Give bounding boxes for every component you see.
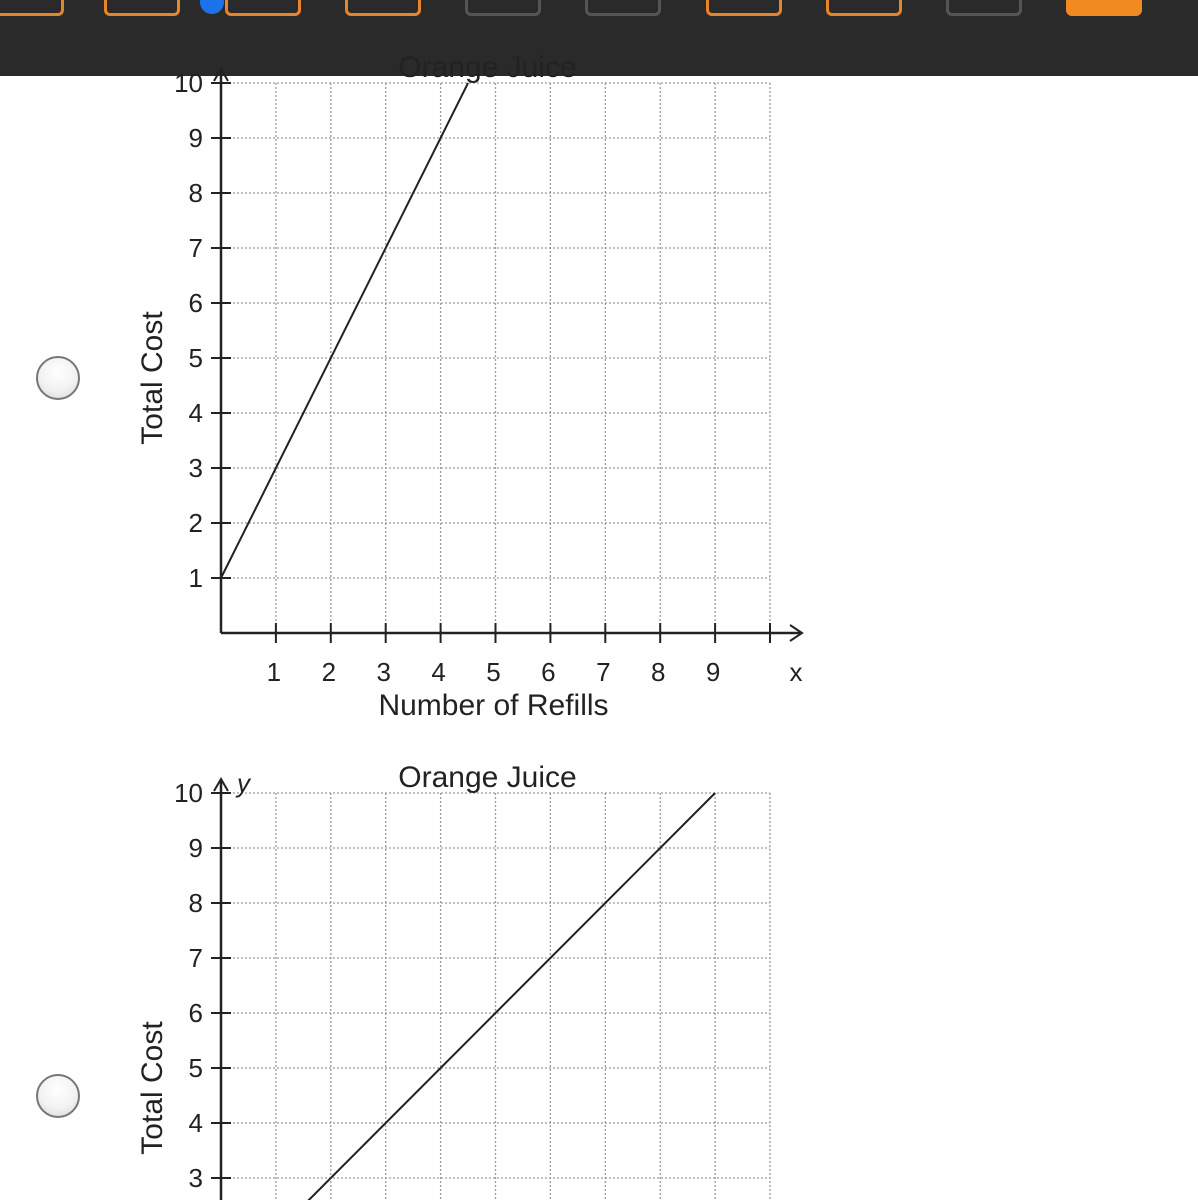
y-tick-label: 9: [188, 833, 203, 863]
x-tick-label: 1: [266, 657, 282, 687]
y-tick-label: 6: [188, 998, 203, 1028]
series-line: [221, 83, 468, 578]
y-tick-label: 7: [188, 943, 203, 973]
y-tick-label: 8: [188, 888, 203, 918]
x-tick-label: 2: [321, 657, 337, 687]
y-tick-label: 10: [174, 778, 203, 808]
question-button-2[interactable]: [104, 0, 180, 16]
question-button-8[interactable]: [826, 0, 902, 16]
answer-option-b: [0, 726, 1198, 1200]
x-tick-label: 3: [376, 657, 391, 687]
marked-indicator-icon: [200, 0, 224, 14]
y-tick-label: 7: [188, 233, 203, 263]
question-button-3[interactable]: [225, 0, 301, 16]
question-button-4[interactable]: [345, 0, 421, 16]
y-tick-label: 4: [188, 398, 203, 428]
y-tick-label: 5: [188, 1053, 203, 1083]
y-tick-label: 4: [188, 1108, 203, 1138]
question-button-9[interactable]: [946, 0, 1022, 16]
x-tick-label: 7: [596, 657, 611, 687]
question-nav-bar: [0, 0, 1198, 76]
question-button-6[interactable]: [585, 0, 661, 16]
x-tick-label: 4: [431, 657, 446, 687]
y-tick-label: 1: [188, 563, 203, 593]
y-tick-label: 2: [188, 508, 203, 538]
x-axis-letter: x: [789, 657, 803, 687]
y-tick-label: 5: [188, 343, 203, 373]
x-tick-label: 6: [541, 657, 556, 687]
y-tick-label: 9: [188, 123, 203, 153]
chart-title: Orange Juice: [398, 51, 577, 84]
y-tick-label: 3: [188, 1163, 203, 1193]
chart-title: Orange Juice: [398, 761, 577, 794]
answer-option-a: [0, 51, 1198, 726]
x-tick-label: 5: [486, 657, 501, 687]
question-button-current[interactable]: [1066, 0, 1142, 16]
y-tick-label: 8: [188, 178, 203, 208]
question-button-7[interactable]: [706, 0, 782, 16]
y-axis-letter: y: [237, 768, 250, 798]
series-line: [221, 793, 715, 1200]
question-button-5[interactable]: [465, 0, 541, 16]
x-axis-title: Number of Refills: [378, 689, 609, 722]
x-tick-label: 8: [650, 657, 666, 687]
question-button-1[interactable]: [0, 0, 64, 16]
x-tick-label: 9: [705, 657, 721, 687]
y-tick-label: 6: [188, 288, 203, 318]
y-tick-label: 10: [174, 68, 203, 98]
y-axis-title: Total Cost: [136, 1021, 169, 1155]
chart-option-a: [0, 51, 860, 726]
y-axis-title: Total Cost: [136, 311, 169, 445]
y-tick-label: 3: [188, 453, 203, 483]
chart-option-b: [0, 726, 860, 1200]
